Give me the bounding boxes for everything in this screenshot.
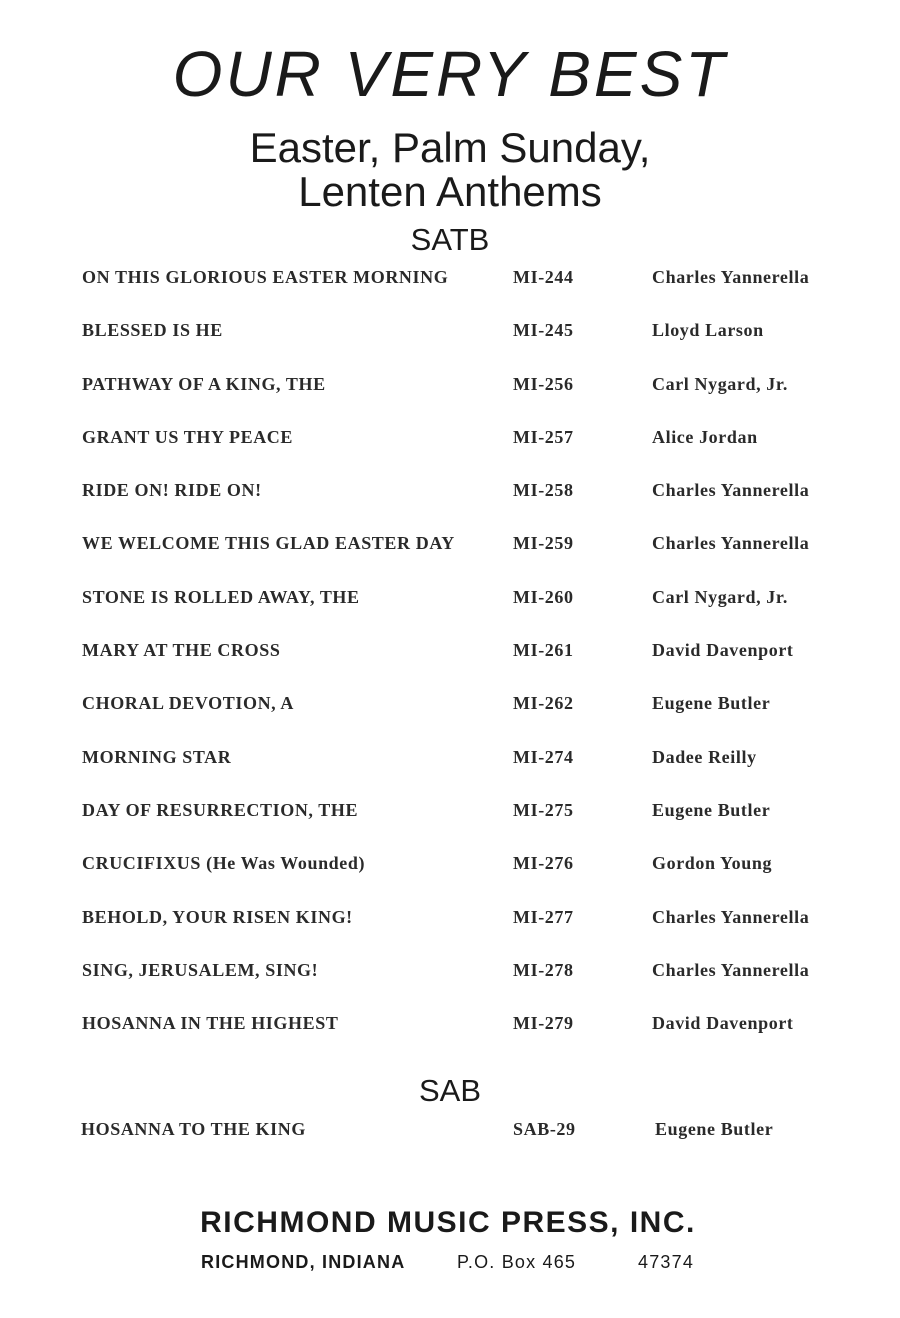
catalog-number: MI-262 — [513, 693, 574, 714]
list-item — [0, 585, 900, 638]
list-item — [0, 1011, 900, 1064]
subtitle-line-1: Easter, Palm Sunday, — [249, 124, 651, 171]
page-title: OUR VERY BEST — [172, 38, 728, 110]
anthem-title: WE WELCOME THIS GLAD EASTER DAY — [82, 533, 455, 554]
list-item — [0, 265, 900, 318]
catalog-number: MI-275 — [513, 799, 574, 820]
anthem-title: BLESSED IS HE — [82, 320, 223, 341]
list-item — [0, 851, 900, 904]
anthem-title: STONE IS ROLLED AWAY, THE — [82, 586, 360, 607]
composer-name: Eugene Butler — [652, 693, 771, 714]
catalog-number: MI-277 — [513, 906, 574, 927]
catalog-number: MI-274 — [513, 746, 574, 767]
list-item — [0, 1117, 900, 1170]
list-item — [0, 425, 900, 478]
list-item — [0, 318, 900, 371]
list-item — [0, 478, 900, 531]
anthem-title: HOSANNA IN THE HIGHEST — [82, 1013, 339, 1034]
satb-heading: SATB — [410, 222, 490, 257]
sab-heading: SAB — [418, 1073, 482, 1108]
composer-name: Carl Nygard, Jr. — [652, 586, 788, 607]
list-item — [0, 691, 900, 744]
list-item — [0, 958, 900, 1011]
anthem-title: GRANT US THY PEACE — [82, 426, 294, 447]
publisher-city: RICHMOND, INDIANA — [201, 1252, 406, 1272]
composer-name: Charles Yannerella — [652, 480, 810, 501]
anthem-title: ON THIS GLORIOUS EASTER MORNING — [82, 267, 449, 287]
composer-name: Lloyd Larson — [652, 320, 764, 341]
catalog-number: MI-256 — [513, 373, 574, 394]
composer-name: Carl Nygard, Jr. — [652, 373, 788, 394]
anthem-title: BEHOLD, YOUR RISEN KING! — [82, 906, 353, 927]
anthem-title: SING, JERUSALEM, SING! — [82, 959, 319, 980]
catalog-number: MI-276 — [513, 853, 574, 874]
anthem-title: MORNING STAR — [82, 746, 232, 767]
composer-name: Charles Yannerella — [652, 533, 810, 554]
publisher-po-box: P.O. Box 465 — [457, 1252, 577, 1272]
composer-name: Charles Yannerella — [652, 906, 810, 927]
sab-anthem-list — [0, 1117, 900, 1170]
composer-name: Eugene Butler — [652, 799, 771, 820]
catalog-number: MI-257 — [513, 426, 574, 447]
publisher-name: RICHMOND MUSIC PRESS, INC. — [200, 1206, 696, 1239]
composer-name: Alice Jordan — [652, 426, 758, 447]
publisher-zip: 47374 — [638, 1252, 695, 1272]
composer-name: Gordon Young — [652, 853, 773, 874]
anthem-title: PATHWAY OF A KING, THE — [82, 373, 326, 394]
catalog-number: MI-278 — [513, 959, 574, 980]
list-item — [0, 905, 900, 958]
list-item — [0, 372, 900, 425]
catalog-number: MI-261 — [513, 640, 574, 661]
catalog-number: MI-258 — [513, 480, 574, 501]
subtitle-line-2: Lenten Anthems — [298, 168, 602, 215]
composer-name: Charles Yannerella — [652, 267, 810, 287]
list-item — [0, 531, 900, 584]
catalog-number: SAB-29 — [513, 1119, 576, 1139]
list-item — [0, 638, 900, 691]
satb-anthem-list — [0, 265, 900, 1064]
catalog-number: MI-259 — [513, 533, 574, 554]
composer-name: Eugene Butler — [655, 1119, 774, 1139]
list-item — [0, 798, 900, 851]
catalog-number: MI-245 — [513, 320, 574, 341]
catalog-number: MI-260 — [513, 586, 574, 607]
anthem-title: MARY AT THE CROSS — [82, 640, 281, 661]
anthem-title: RIDE ON! RIDE ON! — [82, 480, 262, 501]
anthem-title: HOSANNA TO THE KING — [81, 1119, 306, 1139]
list-item — [0, 745, 900, 798]
composer-name: Dadee Reilly — [652, 746, 757, 767]
anthem-title: CHORAL DEVOTION, A — [82, 693, 294, 714]
composer-name: Charles Yannerella — [652, 959, 810, 980]
anthem-title: DAY OF RESURRECTION, THE — [82, 799, 359, 820]
composer-name: David Davenport — [652, 1013, 794, 1034]
catalog-number: MI-244 — [513, 267, 574, 287]
composer-name: David Davenport — [652, 640, 794, 661]
anthem-title: CRUCIFIXUS (He Was Wounded) — [82, 853, 366, 874]
catalog-number: MI-279 — [513, 1013, 574, 1034]
